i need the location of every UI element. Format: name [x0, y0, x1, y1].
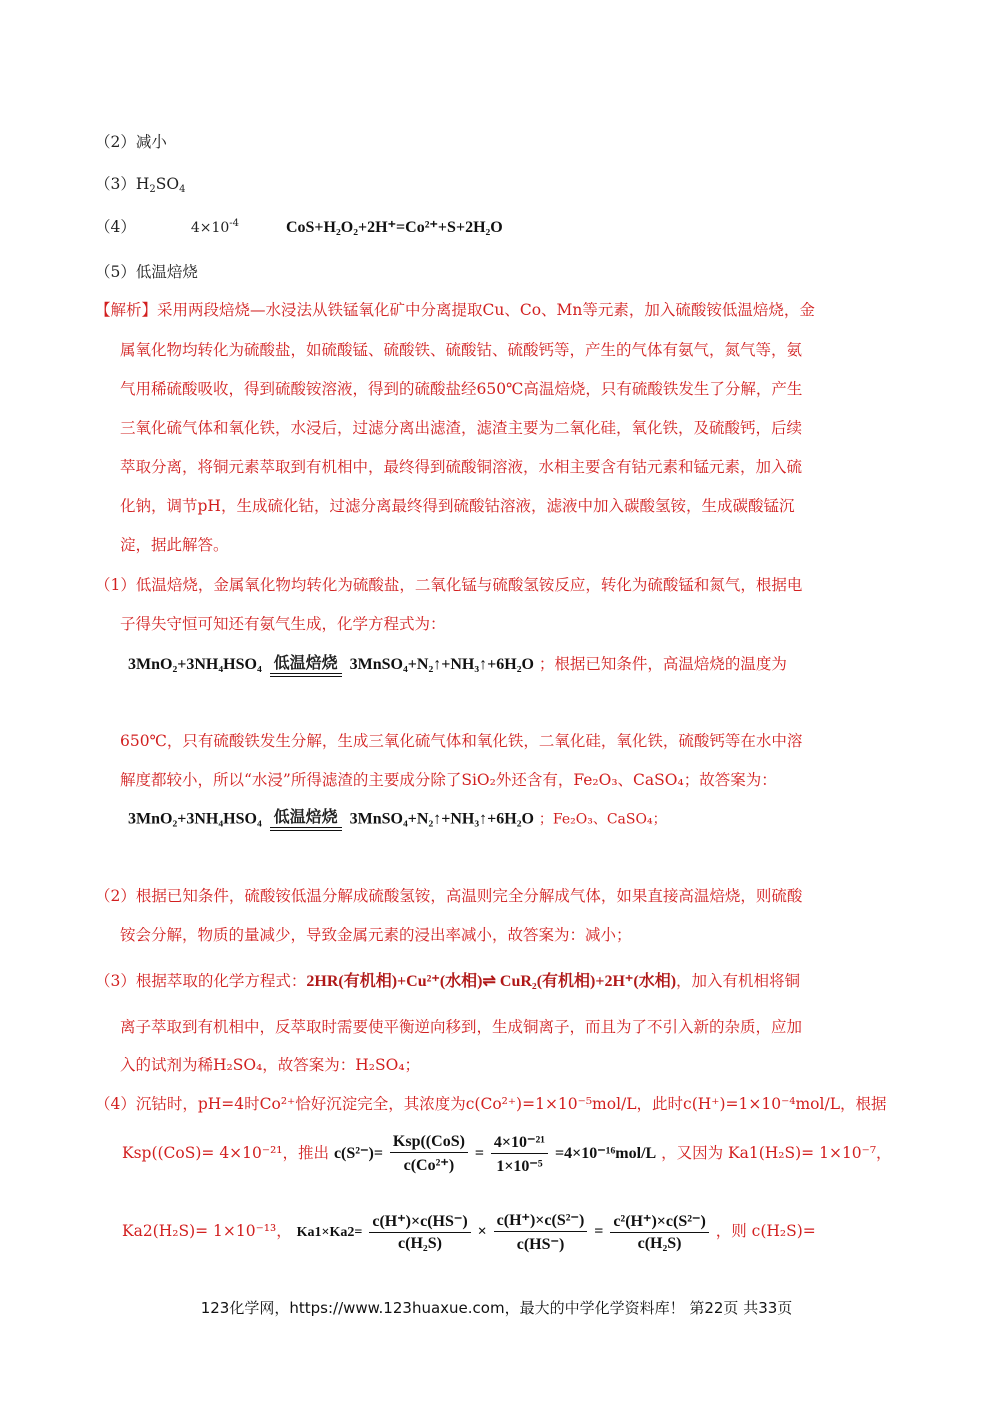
q1-l2: 子得失守恒可知还有氨气生成，化学方程式为： [120, 615, 446, 633]
answer-4-pre: （4） [95, 218, 136, 236]
page-footer: 123化学网，https://www.123huaxue.com，最大的中学化学资料库！ 第22页 共33页 [200, 1299, 793, 1317]
q2-l2: 铵会分解，物质的量减少，导致金属元素的浸出率减小，故答案为：减小； [120, 926, 632, 944]
q4-eq2: = [594, 1223, 604, 1240]
q1-eq-bar [270, 673, 342, 677]
answer-2: （2）减小 [95, 133, 167, 151]
answer-4-exp: -4 [229, 218, 240, 229]
q4-frac-5-num: c²(H⁺)×c(S²⁻) [610, 1211, 708, 1233]
q3-equation: 2HR(有机相)+Cu²⁺(水相)⇌ CuR₂(有机相)+2H⁺(水相) [306, 973, 677, 990]
answer-3-pre: （3）H [95, 175, 150, 193]
q1-eq-cond: 低温焙烧 [273, 652, 338, 672]
answer-4-val: 4×10 [190, 220, 230, 236]
q4-times: × [477, 1223, 487, 1240]
q4-l2-post: ，又因为 Ka1(H₂S)= 1×10⁻⁷， [661, 1144, 892, 1162]
q4-frac-2-num: 4×10⁻²¹ [491, 1132, 548, 1154]
q1-eq2-left: 3MnO₂+3NH₄HSO₄ [128, 810, 262, 828]
answer-5: （5）低温焙烧 [95, 263, 198, 281]
q2-l1: （2）根据已知条件，硫酸铵低温分解成硫酸氢铵，高温则完全分解成气体，如果直接高温焙烧，则硫酸 [95, 887, 803, 905]
q4-cs: c(S²⁻)= [333, 1145, 383, 1162]
analysis-text-1: 采用两段焙烧—水浸法从铁锰氧化矿中分离提取Cu、Co、Mn等元素，加入硫酸铵低温焙烧，金 [157, 301, 815, 319]
q1-eq2-right: 3MnSO₄+N₂↑+NH₃↑+6H₂O [349, 810, 534, 828]
q4-ka2-text: Ka2(H₂S)= 1×10⁻¹³， [122, 1222, 292, 1240]
analysis-label: 【解析】 [95, 301, 158, 319]
analysis-l7: 淀，据此解答。 [120, 536, 229, 554]
answer-4-value [191, 220, 239, 236]
q1-l5: 解度都较小，所以“水浸”所得滤渣的主要成分除了SiO₂外还含有，Fe₂O₃、CaSO₄；故答案为： [120, 771, 777, 789]
q1-eq2-bar [270, 827, 342, 831]
q4-l3 [122, 1210, 816, 1254]
q4-frac-1-den: c(Co²⁺) [403, 1157, 455, 1174]
q1-eq-arrow [270, 654, 342, 677]
q3-l1 [95, 968, 800, 991]
q3-l2: 离子萃取到有机相中，反萃取时需要使平衡逆向移到，生成铜离子，而且为了不引入新的杂质，应加 [120, 1018, 803, 1036]
answer-4 [95, 215, 503, 237]
q4-frac-1 [390, 1133, 468, 1175]
answer-4-equation: CoS+H₂O₂+2H⁺=Co²⁺+S+2H₂O [285, 219, 503, 236]
q1-eq2-cond: 低温焙烧 [273, 807, 338, 826]
q4-eq-sign: = [474, 1145, 484, 1162]
q3-l3: 入的试剂为稀H₂SO₄，故答案为：H₂SO₄； [120, 1056, 421, 1074]
q1-after2: ；Fe₂O₃、CaSO₄； [538, 811, 667, 828]
q4-ksp-text: Ksp((CoS)= 4×10⁻²¹，推出 [122, 1144, 330, 1162]
q4-frac-5 [610, 1211, 708, 1253]
analysis-l5: 萃取分离，将铜元素萃取到有机相中，最终得到硫酸铜溶液，水相主要含有钴元素和锰元素，加入硫 [120, 458, 803, 476]
q4-l2 [122, 1132, 892, 1176]
analysis-l6: 化钠，调节pH，生成硫化钴，过滤分离最终得到硫酸钴溶液，滤液中加入碳酸氢铵，生成碳酸锰沉 [120, 497, 795, 515]
q1-l1: （1）低温焙烧，金属氧化物均转化为硫酸盐，二氧化锰与硫酸氢铵反应，转化为硫酸锰和氮气，根据电 [95, 576, 803, 594]
q1-equation-line [128, 652, 787, 677]
q1-eq-right: 3MnSO₄+N₂↑+NH₃↑+6H₂O [349, 656, 534, 673]
q1-eq2-arrow [270, 808, 342, 831]
analysis-l3: 气用稀硫酸吸收，得到硫酸铵溶液，得到的硫酸盐经650℃高温焙烧，只有硫酸铁发生了分解，产生 [120, 380, 803, 398]
analysis-l1 [95, 298, 815, 320]
analysis-l4: 三氧化硫气体和氧化铁，水浸后，过滤分离出滤渣，滤渣主要为二氧化硅，氧化铁，及硫酸钙，后续 [120, 419, 803, 437]
q4-frac-3 [369, 1211, 470, 1253]
q4-ka-product: Ka1×Ka2= [296, 1225, 363, 1240]
answer-3 [95, 172, 185, 194]
q4-frac-3-num: c(H⁺)×c(HS⁻) [369, 1211, 470, 1233]
q1-l4: 650℃，只有硫酸铁发生分解，生成三氧化硫气体和氧化铁，二氧化硅，氧化铁，硫酸钙等在水中溶 [120, 732, 803, 750]
q1-equation-line-2 [128, 808, 667, 831]
q4-frac-4-den: c(HS⁻) [516, 1236, 565, 1253]
q4-result: =4×10⁻¹⁶mol/L [555, 1145, 657, 1162]
q4-frac-5-den: c(H₂S) [637, 1235, 682, 1252]
q1-after1: ；根据已知条件，高温焙烧的温度为 [538, 655, 787, 673]
q4-l3-post: ，则 c(H₂S)= [715, 1222, 816, 1240]
answer-3-mid: SO [155, 175, 180, 193]
q4-frac-1-num: Ksp((CoS) [390, 1133, 468, 1153]
q4-frac-2 [491, 1132, 548, 1176]
q4-frac-2-den: 1×10⁻⁵ [496, 1158, 543, 1175]
answer-3-sub1: 2 [149, 184, 156, 195]
answer-3-sub2: 4 [179, 184, 186, 195]
q1-eq-left: 3MnO₂+3NH₄HSO₄ [128, 656, 262, 673]
analysis-l2: 属氧化物均转化为硫酸盐，如硫酸锰、硫酸铁、硫酸钴、硫酸钙等，产生的气体有氨气，氮气等，氨 [120, 341, 803, 359]
q4-frac-3-den: c(H₂S) [398, 1235, 442, 1252]
q4-frac-4 [494, 1210, 588, 1254]
q4-frac-4-num: c(H⁺)×c(S²⁻) [494, 1210, 588, 1232]
q3-post: ，加入有机相将铜 [676, 972, 801, 990]
q3-pre: （3）根据萃取的化学方程式： [95, 972, 307, 990]
q4-l1: （4）沉钴时，pH=4时Co²⁺恰好沉淀完全，其浓度为c(Co²⁺)=1×10⁻⁵mol/L，此时c(H⁺)=1×10⁻⁴mol/L，根据 [95, 1095, 887, 1113]
